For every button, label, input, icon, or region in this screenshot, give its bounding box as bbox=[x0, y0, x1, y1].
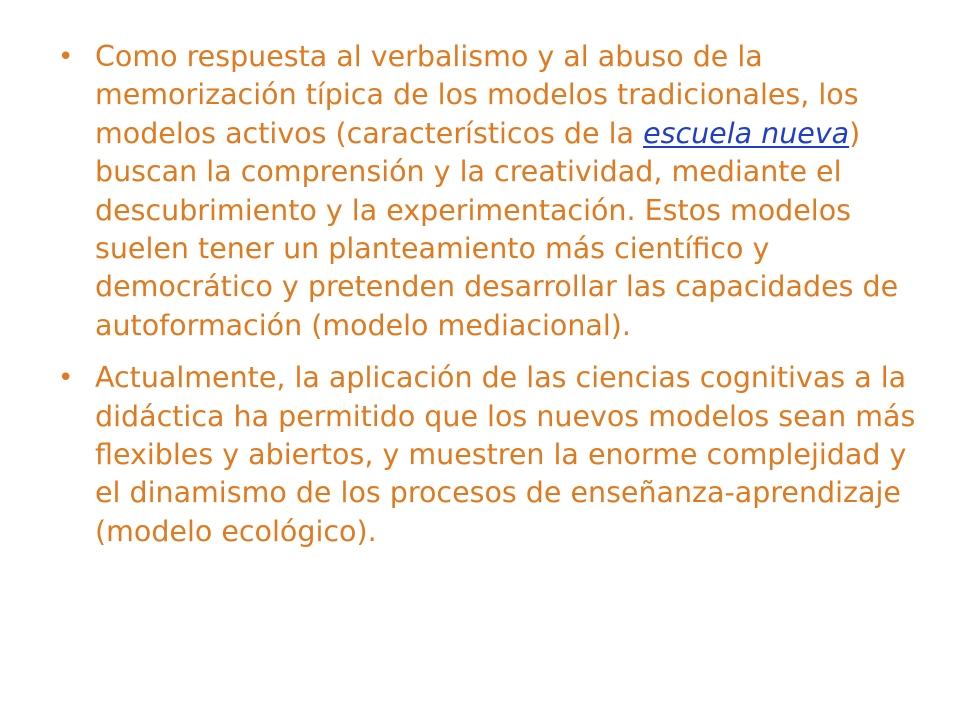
bullet-text-before-link: Como respuesta al verbalismo y al abuso de la memorización típica de los modelos tradicionales, los modelos activos (característicos de la bbox=[95, 40, 859, 150]
bullet-item-cognitive-sciences bbox=[58, 359, 918, 551]
escuela-nueva-link[interactable]: escuela nueva bbox=[643, 116, 850, 150]
bullet-dot-icon: • bbox=[58, 363, 74, 394]
bullet-text-after-link: ) buscan la comprensión y la creatividad, mediante el descubrimiento y la experimentación. Estos modelos suelen tener un planteamiento más científico y democrático y pretenden desarrollar las capacidades de autoformación (modelo mediacional). bbox=[95, 116, 899, 342]
bullet-item-active-models bbox=[58, 38, 918, 345]
bullet-text bbox=[95, 38, 918, 345]
bullet-dot-icon: • bbox=[58, 42, 74, 72]
bullet-text: Actualmente, la aplicación de las ciencias cognitivas a la didáctica ha permitido que los nuevos modelos sean más flexibles y abiertos, y muestren la enorme complejidad y el dinamismo de los procesos de enseñanza-aprendizaje (modelo ecológico). bbox=[95, 361, 916, 548]
bullet-list bbox=[58, 38, 918, 565]
